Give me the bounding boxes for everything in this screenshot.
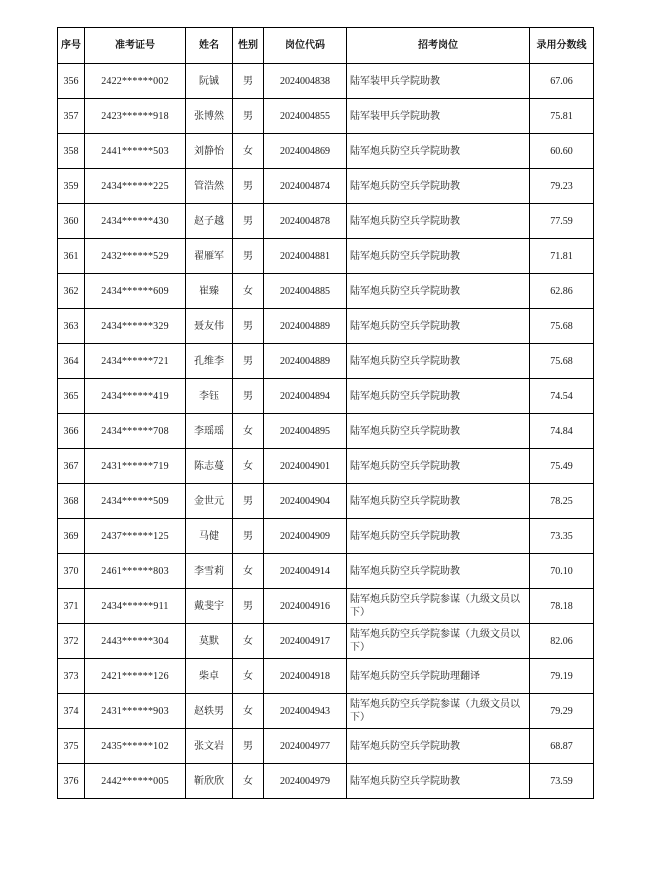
col-header-code: 岗位代码 — [264, 28, 347, 64]
cell-ticket: 2442******005 — [85, 764, 186, 799]
cell-name: 张文岩 — [186, 729, 233, 764]
col-header-gender: 性别 — [233, 28, 264, 64]
cell-gender: 男 — [233, 589, 264, 624]
cell-score: 75.49 — [530, 449, 594, 484]
cell-name: 刘静怡 — [186, 134, 233, 169]
cell-position: 陆军炮兵防空兵学院助教 — [347, 484, 530, 519]
cell-seq: 366 — [58, 414, 85, 449]
cell-score: 60.60 — [530, 134, 594, 169]
cell-seq: 360 — [58, 204, 85, 239]
cell-ticket: 2434******509 — [85, 484, 186, 519]
cell-gender: 男 — [233, 484, 264, 519]
cell-seq: 374 — [58, 694, 85, 729]
cell-code: 2024004855 — [264, 99, 347, 134]
cell-name: 李瑶瑶 — [186, 414, 233, 449]
cell-position: 陆军炮兵防空兵学院助教 — [347, 204, 530, 239]
cell-ticket: 2441******503 — [85, 134, 186, 169]
table-row — [58, 554, 594, 589]
cell-position: 陆军炮兵防空兵学院助教 — [347, 414, 530, 449]
cell-ticket: 2434******419 — [85, 379, 186, 414]
cell-gender: 男 — [233, 64, 264, 99]
cell-score: 77.59 — [530, 204, 594, 239]
cell-seq: 375 — [58, 729, 85, 764]
cell-score: 73.35 — [530, 519, 594, 554]
cell-position: 陆军装甲兵学院助教 — [347, 99, 530, 134]
cell-ticket: 2443******304 — [85, 624, 186, 659]
cell-position: 陆军炮兵防空兵学院助教 — [347, 309, 530, 344]
cell-gender: 女 — [233, 659, 264, 694]
cell-score: 82.06 — [530, 624, 594, 659]
table-row — [58, 64, 594, 99]
cell-name: 赵轶男 — [186, 694, 233, 729]
cell-ticket: 2434******911 — [85, 589, 186, 624]
cell-seq: 358 — [58, 134, 85, 169]
cell-code: 2024004904 — [264, 484, 347, 519]
cell-ticket: 2431******903 — [85, 694, 186, 729]
table-row — [58, 204, 594, 239]
cell-gender: 男 — [233, 309, 264, 344]
cell-code: 2024004895 — [264, 414, 347, 449]
cell-position: 陆军炮兵防空兵学院助教 — [347, 449, 530, 484]
col-header-name: 姓名 — [186, 28, 233, 64]
cell-seq: 363 — [58, 309, 85, 344]
cell-code: 2024004838 — [264, 64, 347, 99]
cell-position: 陆军装甲兵学院助教 — [347, 64, 530, 99]
cell-seq: 365 — [58, 379, 85, 414]
cell-code: 2024004878 — [264, 204, 347, 239]
cell-code: 2024004894 — [264, 379, 347, 414]
cell-score: 75.68 — [530, 309, 594, 344]
table-header-row — [58, 28, 594, 64]
cell-position: 陆军炮兵防空兵学院参谋（九级文员以下） — [347, 624, 530, 659]
cell-code: 2024004885 — [264, 274, 347, 309]
cell-name: 聂友伟 — [186, 309, 233, 344]
cell-gender: 男 — [233, 169, 264, 204]
cell-code: 2024004909 — [264, 519, 347, 554]
cell-name: 管浩然 — [186, 169, 233, 204]
cell-gender: 女 — [233, 624, 264, 659]
cell-score: 75.68 — [530, 344, 594, 379]
cell-name: 李雪莉 — [186, 554, 233, 589]
cell-position: 陆军炮兵防空兵学院助教 — [347, 379, 530, 414]
cell-position: 陆军炮兵防空兵学院助教 — [347, 344, 530, 379]
cell-gender: 女 — [233, 449, 264, 484]
cell-seq: 370 — [58, 554, 85, 589]
table-row — [58, 624, 594, 659]
table-row — [58, 99, 594, 134]
score-table — [57, 27, 594, 799]
cell-ticket: 2434******609 — [85, 274, 186, 309]
col-header-ticket: 准考证号 — [85, 28, 186, 64]
cell-position: 陆军炮兵防空兵学院助理翻译 — [347, 659, 530, 694]
cell-score: 79.23 — [530, 169, 594, 204]
table-row — [58, 659, 594, 694]
cell-score: 67.06 — [530, 64, 594, 99]
table-row — [58, 239, 594, 274]
cell-ticket: 2437******125 — [85, 519, 186, 554]
cell-name: 戴斐宇 — [186, 589, 233, 624]
table-row — [58, 694, 594, 729]
col-header-position: 招考岗位 — [347, 28, 530, 64]
cell-name: 孔维李 — [186, 344, 233, 379]
cell-name: 张博然 — [186, 99, 233, 134]
cell-name: 赵子越 — [186, 204, 233, 239]
cell-score: 73.59 — [530, 764, 594, 799]
cell-ticket: 2434******430 — [85, 204, 186, 239]
cell-score: 78.25 — [530, 484, 594, 519]
cell-position: 陆军炮兵防空兵学院助教 — [347, 134, 530, 169]
cell-position: 陆军炮兵防空兵学院参谋（九级文员以下） — [347, 694, 530, 729]
cell-code: 2024004901 — [264, 449, 347, 484]
col-header-seq: 序号 — [58, 28, 85, 64]
cell-code: 2024004943 — [264, 694, 347, 729]
cell-seq: 359 — [58, 169, 85, 204]
cell-code: 2024004916 — [264, 589, 347, 624]
cell-gender: 女 — [233, 274, 264, 309]
table-row — [58, 414, 594, 449]
cell-position: 陆军炮兵防空兵学院助教 — [347, 764, 530, 799]
cell-score: 74.54 — [530, 379, 594, 414]
cell-position: 陆军炮兵防空兵学院助教 — [347, 169, 530, 204]
cell-ticket: 2434******329 — [85, 309, 186, 344]
cell-gender: 女 — [233, 764, 264, 799]
cell-code: 2024004979 — [264, 764, 347, 799]
table-row — [58, 309, 594, 344]
cell-seq: 364 — [58, 344, 85, 379]
cell-gender: 男 — [233, 344, 264, 379]
cell-seq: 371 — [58, 589, 85, 624]
cell-gender: 男 — [233, 379, 264, 414]
cell-code: 2024004918 — [264, 659, 347, 694]
cell-name: 金世元 — [186, 484, 233, 519]
cell-name: 莫默 — [186, 624, 233, 659]
cell-gender: 男 — [233, 99, 264, 134]
cell-ticket: 2423******918 — [85, 99, 186, 134]
cell-ticket: 2422******002 — [85, 64, 186, 99]
cell-code: 2024004874 — [264, 169, 347, 204]
table-row — [58, 274, 594, 309]
cell-seq: 368 — [58, 484, 85, 519]
cell-ticket: 2421******126 — [85, 659, 186, 694]
cell-name: 阮铖 — [186, 64, 233, 99]
cell-code: 2024004889 — [264, 344, 347, 379]
cell-name: 崔臻 — [186, 274, 233, 309]
cell-ticket: 2434******708 — [85, 414, 186, 449]
cell-seq: 367 — [58, 449, 85, 484]
cell-name: 柴卓 — [186, 659, 233, 694]
cell-gender: 女 — [233, 694, 264, 729]
cell-gender: 女 — [233, 414, 264, 449]
cell-ticket: 2431******719 — [85, 449, 186, 484]
cell-gender: 男 — [233, 204, 264, 239]
cell-score: 74.84 — [530, 414, 594, 449]
table-row — [58, 344, 594, 379]
table-row — [58, 134, 594, 169]
cell-seq: 376 — [58, 764, 85, 799]
cell-name: 陈志蔓 — [186, 449, 233, 484]
table-body — [58, 64, 594, 799]
cell-position: 陆军炮兵防空兵学院参谋（九级文员以下） — [347, 589, 530, 624]
cell-code: 2024004917 — [264, 624, 347, 659]
cell-code: 2024004977 — [264, 729, 347, 764]
cell-seq: 372 — [58, 624, 85, 659]
cell-gender: 男 — [233, 239, 264, 274]
cell-name: 靳欣欣 — [186, 764, 233, 799]
cell-score: 70.10 — [530, 554, 594, 589]
table-row — [58, 519, 594, 554]
cell-seq: 356 — [58, 64, 85, 99]
cell-seq: 373 — [58, 659, 85, 694]
cell-name: 李钰 — [186, 379, 233, 414]
cell-position: 陆军炮兵防空兵学院助教 — [347, 554, 530, 589]
cell-code: 2024004869 — [264, 134, 347, 169]
cell-ticket: 2434******225 — [85, 169, 186, 204]
cell-score: 79.29 — [530, 694, 594, 729]
table-row — [58, 484, 594, 519]
table-row — [58, 449, 594, 484]
cell-gender: 男 — [233, 729, 264, 764]
cell-position: 陆军炮兵防空兵学院助教 — [347, 239, 530, 274]
cell-position: 陆军炮兵防空兵学院助教 — [347, 519, 530, 554]
cell-ticket: 2461******803 — [85, 554, 186, 589]
cell-score: 78.18 — [530, 589, 594, 624]
cell-seq: 369 — [58, 519, 85, 554]
cell-name: 马健 — [186, 519, 233, 554]
cell-score: 75.81 — [530, 99, 594, 134]
cell-gender: 男 — [233, 519, 264, 554]
table-row — [58, 729, 594, 764]
cell-gender: 女 — [233, 134, 264, 169]
cell-position: 陆军炮兵防空兵学院助教 — [347, 274, 530, 309]
cell-code: 2024004889 — [264, 309, 347, 344]
cell-score: 71.81 — [530, 239, 594, 274]
cell-code: 2024004881 — [264, 239, 347, 274]
cell-ticket: 2434******721 — [85, 344, 186, 379]
table-row — [58, 379, 594, 414]
cell-score: 79.19 — [530, 659, 594, 694]
table-row — [58, 764, 594, 799]
table-row — [58, 169, 594, 204]
col-header-score: 录用分数线 — [530, 28, 594, 64]
cell-seq: 357 — [58, 99, 85, 134]
cell-code: 2024004914 — [264, 554, 347, 589]
cell-score: 68.87 — [530, 729, 594, 764]
cell-score: 62.86 — [530, 274, 594, 309]
cell-ticket: 2432******529 — [85, 239, 186, 274]
table-row — [58, 589, 594, 624]
cell-ticket: 2435******102 — [85, 729, 186, 764]
cell-position: 陆军炮兵防空兵学院助教 — [347, 729, 530, 764]
cell-seq: 361 — [58, 239, 85, 274]
cell-gender: 女 — [233, 554, 264, 589]
cell-name: 翟雁军 — [186, 239, 233, 274]
cell-seq: 362 — [58, 274, 85, 309]
